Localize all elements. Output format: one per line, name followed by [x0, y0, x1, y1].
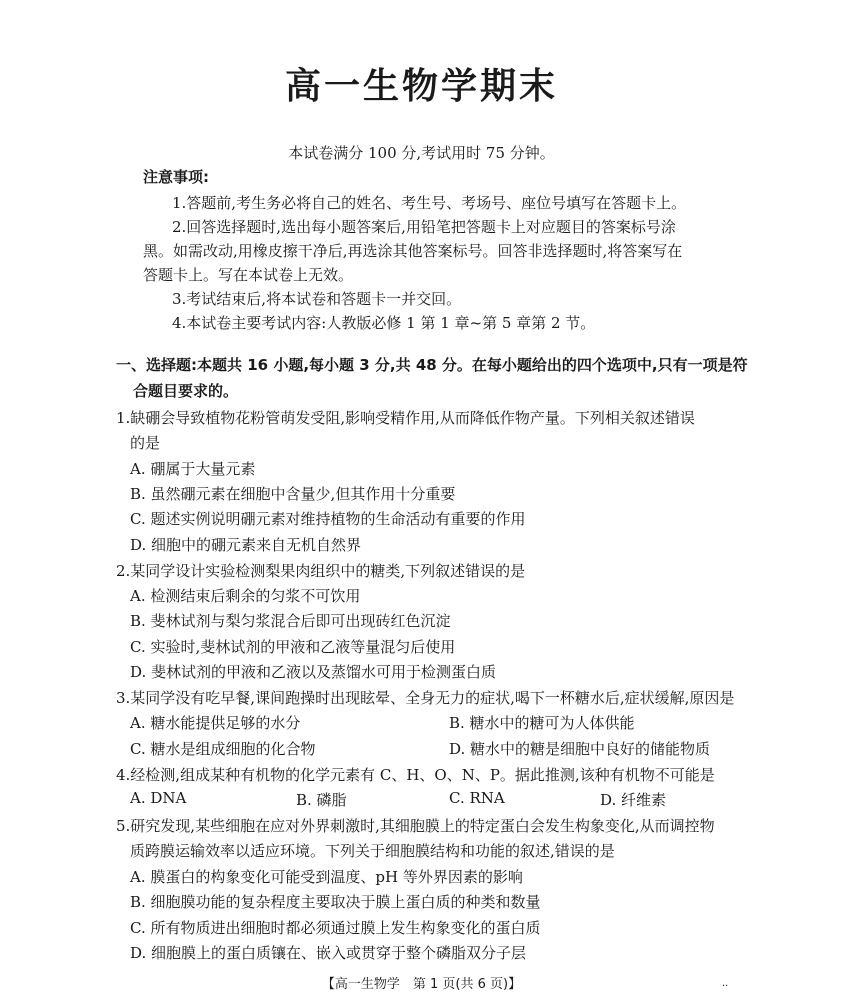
- question-1-option-d: D. 细胞中的硼元素来自无机自然界: [130, 536, 362, 554]
- question-1-option-b: B. 虽然硼元素在细胞中含量少,但其作用十分重要: [130, 485, 456, 503]
- question-1-option-a: A. 硼属于大量元素: [130, 460, 256, 478]
- question-5-stem-cont: 质跨膜运输效率以适应环境。下列关于细胞膜结构和功能的叙述,错误的是: [130, 842, 615, 860]
- section-title-cont: 合题目要求的。: [133, 382, 239, 400]
- question-5-option-c: C. 所有物质进出细胞时都必须通过膜上发生构象变化的蛋白质: [130, 919, 541, 937]
- question-2-option-d: D. 斐林试剂的甲液和乙液以及蒸馏水可用于检测蛋白质: [130, 663, 497, 681]
- footer-mark: ··: [722, 981, 729, 992]
- question-5-option-b: B. 细胞膜功能的复杂程度主要取决于膜上蛋白质的种类和数量: [130, 893, 541, 911]
- question-3-option-d: D. 糖水中的糖是细胞中良好的储能物质: [449, 740, 711, 758]
- question-5-option-d: D. 细胞膜上的蛋白质镶在、嵌入或贯穿于整个磷脂双分子层: [130, 944, 527, 962]
- question-2-stem: 2.某同学设计实验检测梨果肉组织中的糖类,下列叙述错误的是: [116, 562, 526, 580]
- question-5-stem: 5.研究发现,某些细胞在应对外界刺激时,其细胞膜上的特定蛋白会发生构象变化,从而调控物: [116, 817, 715, 835]
- question-3-option-b: B. 糖水中的糖可为人体供能: [449, 714, 635, 732]
- exam-title: 高一生物学期末: [284, 66, 558, 107]
- note-line: 黑。如需改动,用橡皮擦干净后,再选涂其他答案标号。回答非选择题时,将答案写在: [143, 242, 683, 260]
- question-3-option-c: C. 糖水是组成细胞的化合物: [130, 740, 316, 758]
- question-4-stem: 4.经检测,组成某种有机物的化学元素有 C、H、O、N、P。据此推测,该种有机物不可能是: [116, 766, 715, 784]
- question-2-option-a: A. 检测结束后剩余的匀浆不可饮用: [130, 587, 361, 605]
- question-4-option-c: C. RNA: [449, 789, 505, 807]
- question-2-option-b: B. 斐林试剂与梨匀浆混合后即可出现砖红色沉淀: [130, 612, 451, 630]
- note-line: 1.答题前,考生务必将自己的姓名、考生号、考场号、座位号填写在答题卡上。: [172, 194, 687, 212]
- question-1-option-c: C. 题述实例说明硼元素对维持植物的生命活动有重要的作用: [130, 510, 526, 528]
- question-3-stem: 3.某同学没有吃早餐,课间跑操时出现眩晕、全身无力的症状,喝下一杯糖水后,症状缓解,原因是: [116, 689, 735, 707]
- question-4-option-b: B. 磷脂: [296, 791, 347, 809]
- question-4-option-a: A. DNA: [130, 789, 187, 807]
- question-2-option-c: C. 实验时,斐林试剂的甲液和乙液等量混匀后使用: [130, 638, 456, 656]
- note-line: 4.本试卷主要考试内容:人教版必修 1 第 1 章~第 5 章第 2 节。: [172, 314, 596, 332]
- notes-heading: 注意事项:: [143, 168, 209, 186]
- note-line: 3.考试结束后,将本试卷和答题卡一并交回。: [172, 290, 462, 308]
- page-footer: 【高一生物学 第 1 页(共 6 页)】: [321, 977, 522, 992]
- question-3-option-a: A. 糖水能提供足够的水分: [130, 714, 301, 732]
- exam-subtitle: 本试卷满分 100 分,考试用时 75 分钟。: [288, 144, 555, 162]
- question-1-stem: 1.缺硼会导致植物花粉管萌发受阻,影响受精作用,从而降低作物产量。下列相关叙述错误: [116, 409, 695, 427]
- note-line: 答题卡上。写在本试卷上无效。: [143, 266, 354, 284]
- question-1-stem-cont: 的是: [130, 434, 161, 452]
- section-title: 一、选择题:本题共 16 小题,每小题 3 分,共 48 分。在每小题给出的四个选项中,只有一项是符: [116, 356, 748, 374]
- question-5-option-a: A. 膜蛋白的构象变化可能受到温度、pH 等外界因素的影响: [130, 868, 523, 886]
- note-line: 2.回答选择题时,选出每小题答案后,用铅笔把答题卡上对应题目的答案标号涂: [172, 218, 676, 236]
- question-4-option-d: D. 纤维素: [600, 791, 667, 809]
